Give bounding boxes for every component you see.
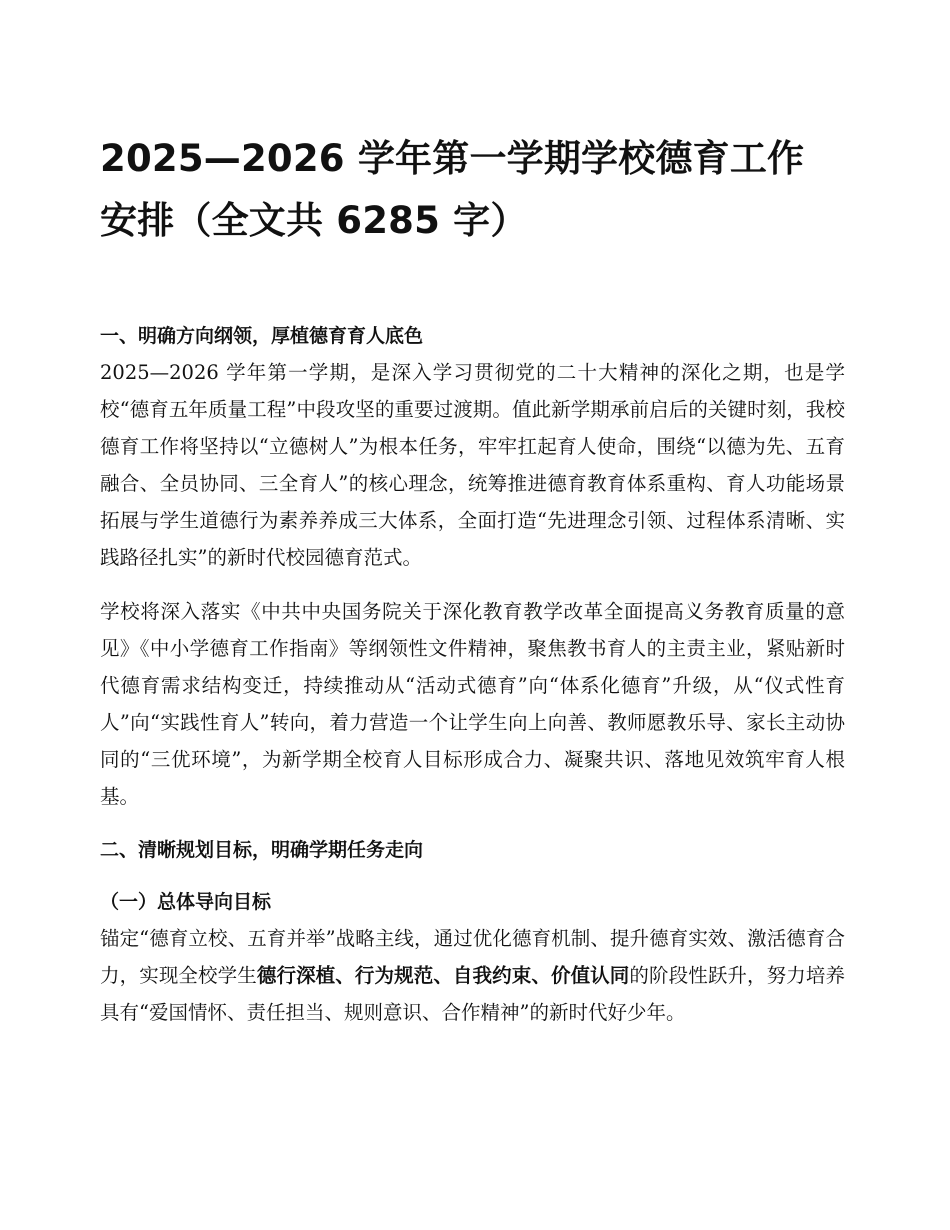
subsection-heading-1: （一）总体导向目标	[100, 891, 272, 913]
section-heading-2: 二、清晰规划目标，明确学期任务走向	[100, 839, 424, 861]
section-1-paragraph-2: 学校将深入落实《中共中央国务院关于深化教育教学改革全面提高义务教育质量的意见》《中小学德育工作指南》等纲领性文件精神，聚焦教书育人的主责主业，紧贴新时代德育需求结构变迁，持续推动从“活动式德育”向“体系化德育”升级，从“仪式性育人”向“实践性育人”转向，着力营造一个让学生向上向善、教师愿教乐导、家长主动协同的“三优环境”，为新学期全校育人目标形成合力、凝聚共识、落地见效筑牢育人根基。	[100, 600, 845, 808]
emphasized-text: 德行深植、行为规范、自我约束、价值认同	[256, 964, 630, 987]
subsection-1-paragraph	[100, 920, 845, 1031]
section-heading-1: 一、明确方向纲领，厚植德育育人底色	[100, 325, 424, 347]
document-title: 2025—2026 学年第一学期学校德育工作安排（全文共 6285 字）	[100, 137, 805, 242]
paragraph-text-before-emphasis: 锚定“德育立校、五育并举”战略主线，通过优化德育机制、提升德育实效、激活德育合力，实现全校学生	[100, 927, 845, 987]
section-1-paragraph-1: 2025—2026 学年第一学期，是深入学习贯彻党的二十大精神的深化之期，也是学校“德育五年质量工程”中段攻坚的重要过渡期。值此新学期承前启后的关键时刻，我校德育工作将坚持以“立德树人”为根本任务，牢牢扛起育人使命，围绕“以德为先、五育融合、全员协同、三全育人”的核心理念，统筹推进德育教育体系重构、育人功能场景拓展与学生道德行为素养养成三大体系，全面打造“先进理念引领、过程体系清晰、实践路径扎实”的新时代校园德育范式。	[100, 361, 845, 569]
paragraph-text-after-emphasis: 的阶段性跃升，努力培养具有“爱国情怀、责任担当、规则意识、合作精神”的新时代好少年。	[100, 964, 845, 1024]
document-body	[100, 318, 845, 1031]
